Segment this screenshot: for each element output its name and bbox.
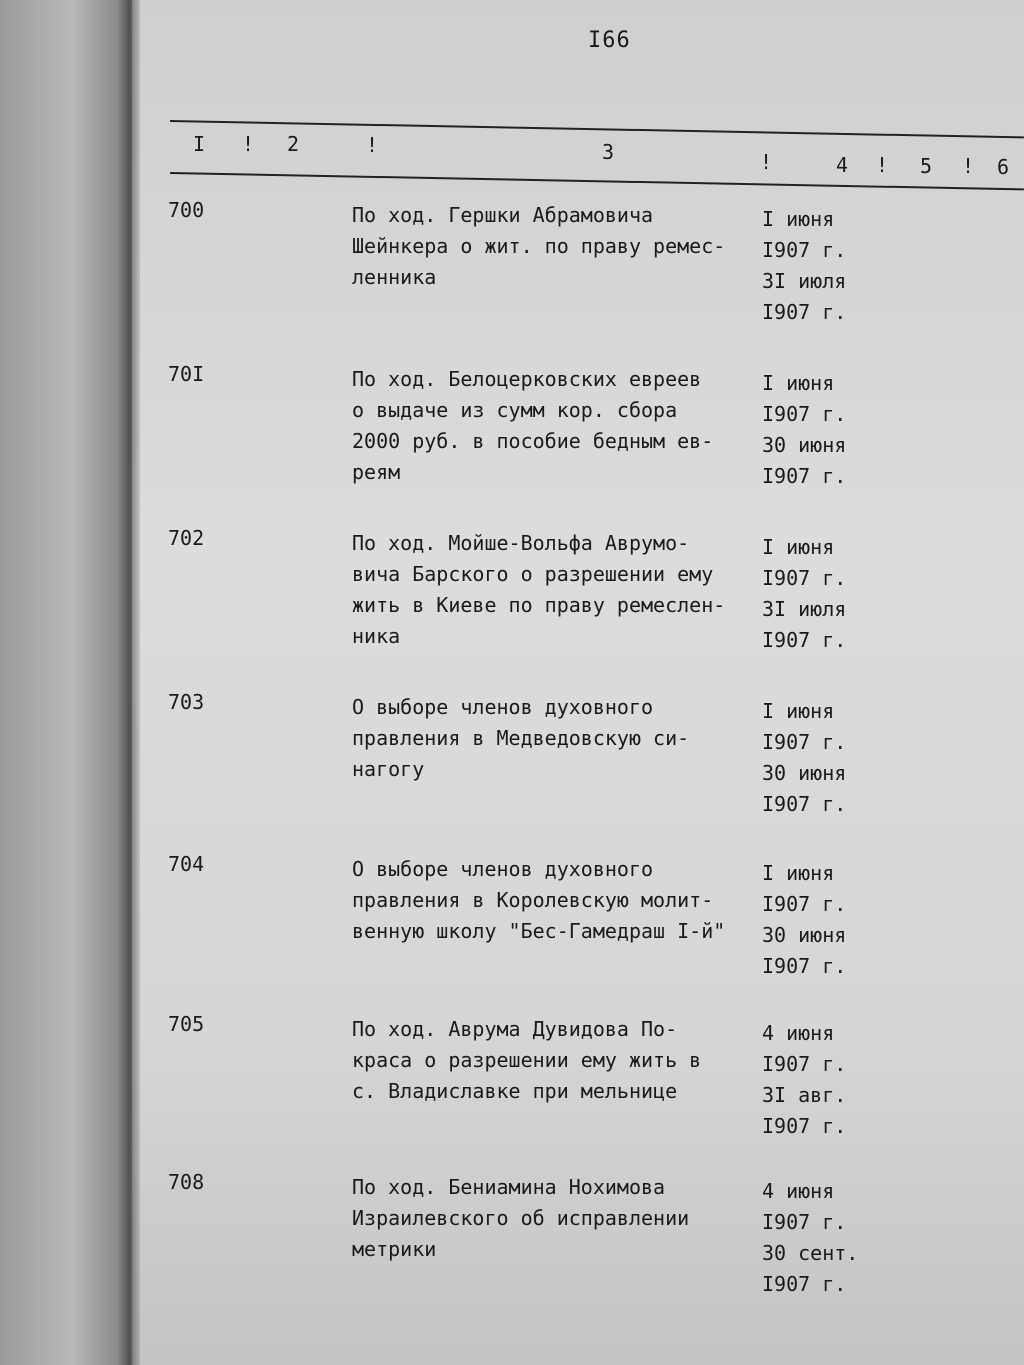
entry-description: По ход. Мойше-Вольфа Аврумо- вича Барского о разрешении ему жить в Киеве по праву ремеслен- ника <box>352 531 726 648</box>
entry-description: По ход. Гершки Абрамовича Шейнкера о жит. по праву ремес- ленника <box>352 203 726 289</box>
col-header-sep: ! <box>242 132 255 156</box>
col-header-sep: ! <box>366 133 379 157</box>
entry-dates: I июня I907 г. 3I июля I907 г. <box>762 535 847 652</box>
col-header-6: 6 <box>997 155 1010 179</box>
table-row <box>0 1012 1024 1162</box>
table-row <box>0 1170 1024 1320</box>
entry-number: 703 <box>168 690 205 714</box>
entry-dates: I июня I907 г. 3I июля I907 г. <box>762 207 847 324</box>
table-row <box>0 690 1024 840</box>
entry-description: По ход. Аврума Дувидова По- краса о разрешении ему жить в с. Владиславке при мельнице <box>352 1017 702 1103</box>
col-header-sep: ! <box>760 150 773 174</box>
col-header-3: 3 <box>602 140 615 164</box>
entry-dates: I июня I907 г. 30 июня I907 г. <box>762 861 847 978</box>
col-header-5: 5 <box>920 154 933 178</box>
entry-dates: I июня I907 г. 30 июня I907 г. <box>762 699 847 816</box>
entry-description: О выборе членов духовного правления в Медведовскую си- нагогу <box>352 695 690 781</box>
entry-number: 700 <box>168 198 205 222</box>
table-row <box>0 852 1024 1002</box>
entry-number: 708 <box>168 1170 205 1194</box>
table-row <box>0 362 1024 512</box>
table-row <box>0 526 1024 676</box>
table-row <box>0 198 1024 348</box>
col-header-sep: ! <box>876 153 889 177</box>
entry-number: 705 <box>168 1012 205 1036</box>
page-number: I66 <box>588 28 631 53</box>
col-header-1: I <box>193 132 206 156</box>
entry-number: 70I <box>168 362 205 386</box>
entry-number: 704 <box>168 852 205 876</box>
entry-description: О выборе членов духовного правления в Королевскую молит- венную школу "Бес-Гамедраш I-й" <box>352 857 726 943</box>
entry-dates: 4 июня I907 г. 30 сент. I907 г. <box>762 1179 859 1296</box>
entry-description: По ход. Белоцерковских евреев о выдаче из сумм кор. сбора 2000 руб. в пособие бедным ев- реям <box>352 367 714 484</box>
entry-number: 702 <box>168 526 205 550</box>
col-header-2: 2 <box>287 132 300 156</box>
col-header-4: 4 <box>836 153 849 177</box>
col-header-sep: ! <box>962 154 975 178</box>
entry-dates: 4 июня I907 г. 3I авг. I907 г. <box>762 1021 847 1138</box>
entry-description: По ход. Бениамина Нохимова Израилевского об исправлении метрики <box>352 1175 690 1261</box>
entry-dates: I июня I907 г. 30 июня I907 г. <box>762 371 847 488</box>
